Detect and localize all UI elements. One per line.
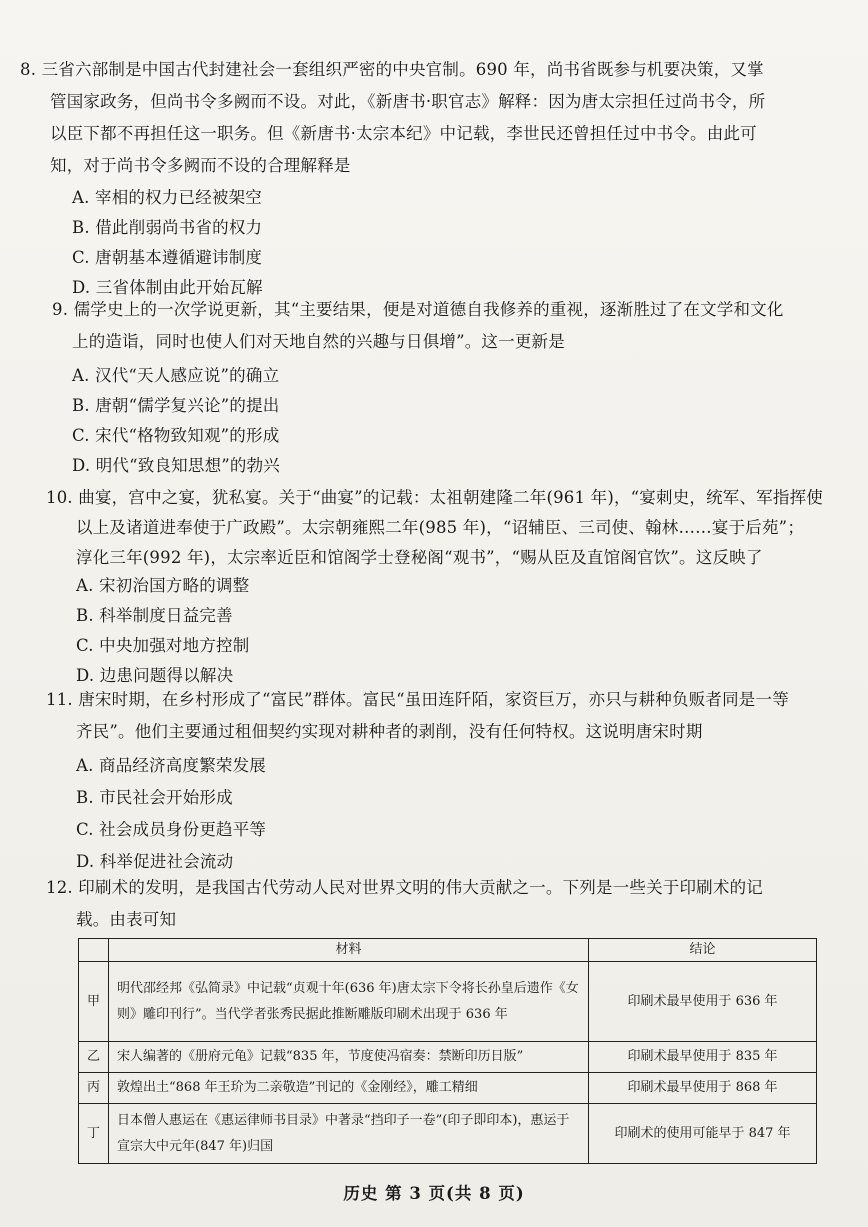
table-row: [79, 1073, 817, 1104]
q11-line-1: 11. 唐宋时期，在乡村形成了“富民”群体。富民“虽田连阡陌，家资巨万，亦只与耕种负贩者同是一等: [46, 690, 789, 709]
q8-line-2: 管国家政务，但尚书令多阙而不设。对此，《新唐书·职官志》解释：因为唐太宗担任过尚书令，所: [50, 92, 766, 111]
table-header-material: 材料: [109, 939, 589, 962]
q9-line-1: 9. 儒学史上的一次学说更新，其“主要结果，便是对道德自我修养的重视，逐渐胜过了在文学和文化: [52, 300, 784, 319]
q11-option-d: D. 科举促进社会流动: [76, 852, 234, 871]
q10-option-c: C. 中央加强对地方控制: [76, 636, 250, 655]
row-conclusion: 印刷术最早使用于 868 年: [589, 1073, 817, 1104]
row-conclusion: 印刷术最早使用于 835 年: [589, 1042, 817, 1073]
q12-line-1: 12. 印刷术的发明，是我国古代劳动人民对世界文明的伟大贡献之一。下列是一些关于印刷术的记: [46, 878, 763, 897]
q10-option-b: B. 科举制度日益完善: [76, 606, 233, 625]
table-header-row: [79, 939, 817, 962]
q10-line-1: 10. 曲宴，宫中之宴，犹私宴。关于“曲宴”的记载：太祖朝建隆二年(961 年)，“宴刺史，统军、军指挥使: [46, 488, 824, 507]
q11-option-b: B. 市民社会开始形成: [76, 788, 233, 807]
row-label: 甲: [79, 962, 109, 1042]
q9-line-2: 上的造诣，同时也使人们对天地自然的兴趣与日俱增”。这一更新是: [72, 332, 565, 351]
q10-line-2: 以上及诸道进奉使于广政殿”。太宗朝雍熙二年(985 年)，“诏辅臣、三司使、翰林……宴于后苑”；: [76, 518, 805, 537]
row-label: 丙: [79, 1073, 109, 1104]
q10-option-d: D. 边患问题得以解决: [76, 666, 234, 685]
q9-option-c: C. 宋代“格物致知观”的形成: [72, 426, 280, 445]
q8-option-d: D. 三省体制由此开始瓦解: [72, 278, 263, 297]
table-row: [79, 1104, 817, 1164]
q8-option-a: A. 宰相的权力已经被架空: [72, 188, 263, 207]
row-material: 日本僧人惠运在《惠运律师书目录》中著录“挡印子一卷”(印子即印本)，惠运于宣宗大中元年(847 年)归国: [109, 1104, 589, 1164]
row-material: 敦煌出土“868 年王玠为二亲敬造”刊记的《金刚经》，雕工精细: [109, 1073, 589, 1104]
table-header-conclusion: 结论: [589, 939, 817, 962]
q11-option-a: A. 商品经济高度繁荣发展: [76, 756, 267, 775]
table-row: [79, 1042, 817, 1073]
q10-line-3: 淳化三年(992 年)，太宗率近臣和馆阁学士登秘阁“观书”，“赐从臣及直馆阁官饮”。这反映了: [76, 548, 763, 567]
row-material: 明代邵经邦《弘简录》中记载“贞观十年(636 年)唐太宗下令将长孙皇后遗作《女则》雕印刊行”。当代学者张秀民据此推断雕版印刷术出现于 636 年: [109, 962, 589, 1042]
row-label: 乙: [79, 1042, 109, 1073]
table-header-blank: [79, 939, 109, 962]
q8-line-1: 8. 三省六部制是中国古代封建社会一套组织严密的中央官制。690 年，尚书省既参与机要决策，又掌: [20, 60, 764, 79]
page-footer: 历史 第 3 页(共 8 页): [343, 1184, 525, 1203]
q8-option-c: C. 唐朝基本遵循避讳制度: [72, 248, 263, 267]
q12-line-2: 载。由表可知: [76, 910, 177, 929]
q8-line-3: 以臣下都不再担任这一职务。但《新唐书·太宗本纪》中记载，李世民还曾担任过中书令。由此可: [50, 124, 757, 143]
q9-option-a: A. 汉代“天人感应说”的确立: [72, 366, 280, 385]
q8-line-4: 知，对于尚书令多阙而不设的合理解释是: [50, 156, 351, 175]
q11-option-c: C. 社会成员身份更趋平等: [76, 820, 267, 839]
q8-option-b: B. 借此削弱尚书省的权力: [72, 218, 263, 237]
row-conclusion: 印刷术的使用可能早于 847 年: [589, 1104, 817, 1164]
q10-option-a: A. 宋初治国方略的调整: [76, 576, 250, 595]
row-material: 宋人编著的《册府元龟》记载“835 年，节度使冯宿奏：禁断印历日版”: [109, 1042, 589, 1073]
q9-option-b: B. 唐朝“儒学复兴论”的提出: [72, 396, 280, 415]
row-label: 丁: [79, 1104, 109, 1164]
q9-option-d: D. 明代“致良知思想”的勃兴: [72, 456, 281, 475]
row-conclusion: 印刷术最早使用于 636 年: [589, 962, 817, 1042]
q11-line-2: 齐民”。他们主要通过租佃契约实现对耕种者的剥削，没有任何特权。这说明唐宋时期: [76, 722, 703, 741]
printing-records-table: [78, 938, 817, 1164]
table-row: [79, 962, 817, 1042]
